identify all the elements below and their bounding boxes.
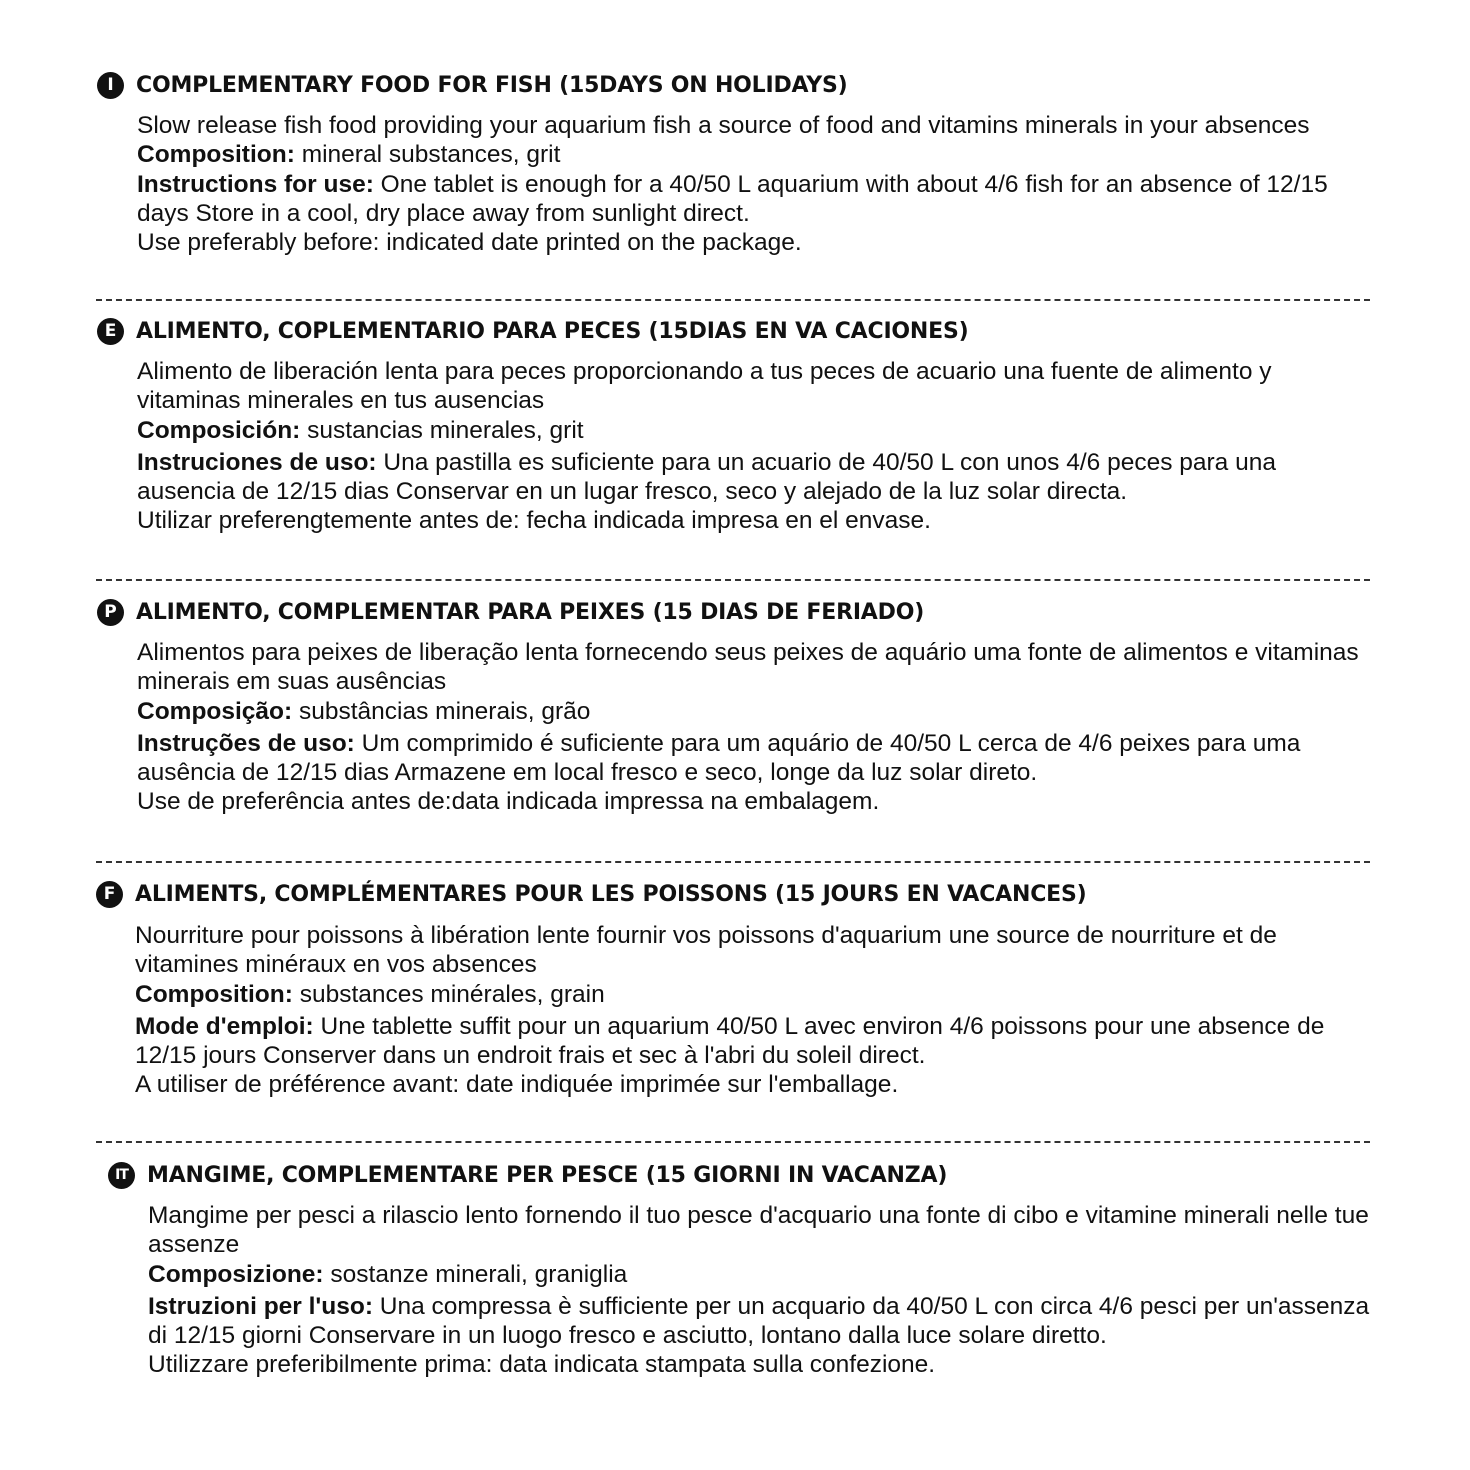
composition-label: Composición: — [137, 416, 301, 444]
composition-label: Composition: — [135, 980, 293, 1008]
instructions-value: Une tablette suffit pour un aquarium 40/50 L avec environ 4/6 poissons pour une absence de 12/15 jours Conserver dans un endroit frais et sec à l'abri du soleil direct. — [135, 1012, 1325, 1070]
composition-value: sostanze minerali, graniglia — [330, 1260, 628, 1288]
dashed-divider — [96, 299, 1370, 301]
dashed-divider — [96, 861, 1370, 863]
section-header — [96, 881, 1087, 908]
section-body — [137, 638, 1373, 817]
section-title: ALIMENTS, COMPLÉMENTARES POUR LES POISSONS (15 JOURS EN VACANCES) — [135, 882, 1087, 907]
language-badge-icon: IT — [108, 1162, 135, 1189]
instructions — [135, 1012, 1371, 1071]
description: Slow release fish food providing your aquarium fish a source of food and vitamins minerals in your absences — [137, 112, 1310, 139]
best-before: Utilizzare preferibilmente prima: data indicata stampata sulla confezione. — [148, 1351, 936, 1379]
best-before: Utilizar preferengtemente antes de: fecha indicada impresa en el envase. — [137, 507, 931, 535]
instructions-label: Instructions for use: — [137, 170, 374, 198]
instructions — [137, 729, 1373, 788]
instructions-value: Una compressa è sufficiente per un acquario da 40/50 L con circa 4/6 pesci per un'assenza di 12/15 giorni Conservare in un luogo fresco e asciutto, lontano dalla luce solare diretto. — [148, 1292, 1370, 1350]
section-title: MANGIME, COMPLEMENTARE PER PESCE (15 GIORNI IN VACANZA) — [147, 1163, 948, 1188]
section-title: COMPLEMENTARY FOOD FOR FISH (15DAYS ON HOLIDAYS) — [136, 73, 848, 98]
instructions-label: Mode d'emploi: — [135, 1012, 314, 1040]
best-before: Use preferably before: indicated date printed on the package. — [137, 229, 802, 257]
composition — [135, 980, 1371, 1009]
composition — [137, 140, 1373, 169]
section-header — [108, 1162, 947, 1189]
composition-value: substâncias minerais, grão — [299, 697, 591, 725]
language-badge-icon: I — [97, 72, 124, 99]
composition-label: Composizione: — [148, 1260, 324, 1288]
best-before: A utiliser de préférence avant: date indiquée imprimée sur l'emballage. — [135, 1071, 899, 1099]
instructions-label: Instruções de uso: — [137, 729, 355, 757]
language-badge-icon: E — [97, 318, 124, 345]
instructions-value: One tablet is enough for a 40/50 L aquarium with about 4/6 fish for an absence of 12/15 days Store in a cool, dry place away from sunlight direct. — [137, 170, 1328, 227]
instructions — [148, 1292, 1373, 1351]
composition-label: Composição: — [137, 697, 293, 725]
section-header — [97, 318, 968, 345]
composition — [148, 1260, 1373, 1289]
section-body — [148, 1201, 1373, 1380]
section-header — [97, 72, 848, 99]
instructions-value: Una pastilla es suficiente para un acuario de 40/50 L con unos 4/6 peces para una ausencia de 12/15 dias Conservar en un lugar fresco, seco y alejado de la luz solar directa. — [137, 448, 1276, 506]
language-badge-icon: P — [97, 599, 124, 626]
composition — [137, 416, 1373, 445]
instructions — [137, 448, 1373, 507]
composition-value: mineral substances, grit — [301, 141, 561, 169]
instructions-label: Instruciones de uso: — [137, 448, 377, 476]
section-header — [97, 599, 924, 626]
dashed-divider — [96, 579, 1370, 581]
description: Mangime per pesci a rilascio lento fornendo il tuo pesce d'acquario una fonte di cibo e vitamine minerali nelle tue assenze — [148, 1202, 1369, 1259]
section-title: ALIMENTO, COPLEMENTARIO PARA PECES (15DIAS EN VA CACIONES) — [136, 319, 969, 344]
composition — [137, 697, 1373, 726]
instructions — [137, 170, 1373, 229]
best-before: Use de preferência antes de:data indicada impressa na embalagem. — [137, 788, 880, 816]
section-title: ALIMENTO, COMPLEMENTAR PARA PEIXES (15 DIAS DE FERIADO) — [136, 600, 925, 625]
instructions-label: Istruzioni per l'uso: — [148, 1292, 373, 1320]
language-badge-icon: F — [96, 881, 123, 908]
section-body — [135, 921, 1371, 1100]
description: Nourriture pour poissons à libération lente fournir vos poissons d'aquarium une source de nourriture et de vitamines minéraux en vos absences — [135, 922, 1277, 979]
composition-label: Composition: — [137, 141, 295, 169]
section-body — [137, 111, 1373, 257]
instructions-value: Um comprimido é suficiente para um aquário de 40/50 L cerca de 4/6 peixes para uma ausência de 12/15 dias Armazene em local fresco e seco, longe da luz solar direto. — [137, 729, 1301, 787]
composition-value: sustancias minerales, grit — [307, 416, 584, 444]
description: Alimento de liberación lenta para peces proporcionando a tus peces de acuario una fuente de alimento y vitaminas minerales en tus ausencias — [137, 358, 1272, 415]
dashed-divider — [96, 1141, 1370, 1143]
section-body — [137, 357, 1373, 536]
composition-value: substances minérales, grain — [299, 980, 605, 1008]
description: Alimentos para peixes de liberação lenta fornecendo seus peixes de aquário uma fonte de alimentos e vitaminas minerais em suas ausências — [137, 639, 1359, 696]
